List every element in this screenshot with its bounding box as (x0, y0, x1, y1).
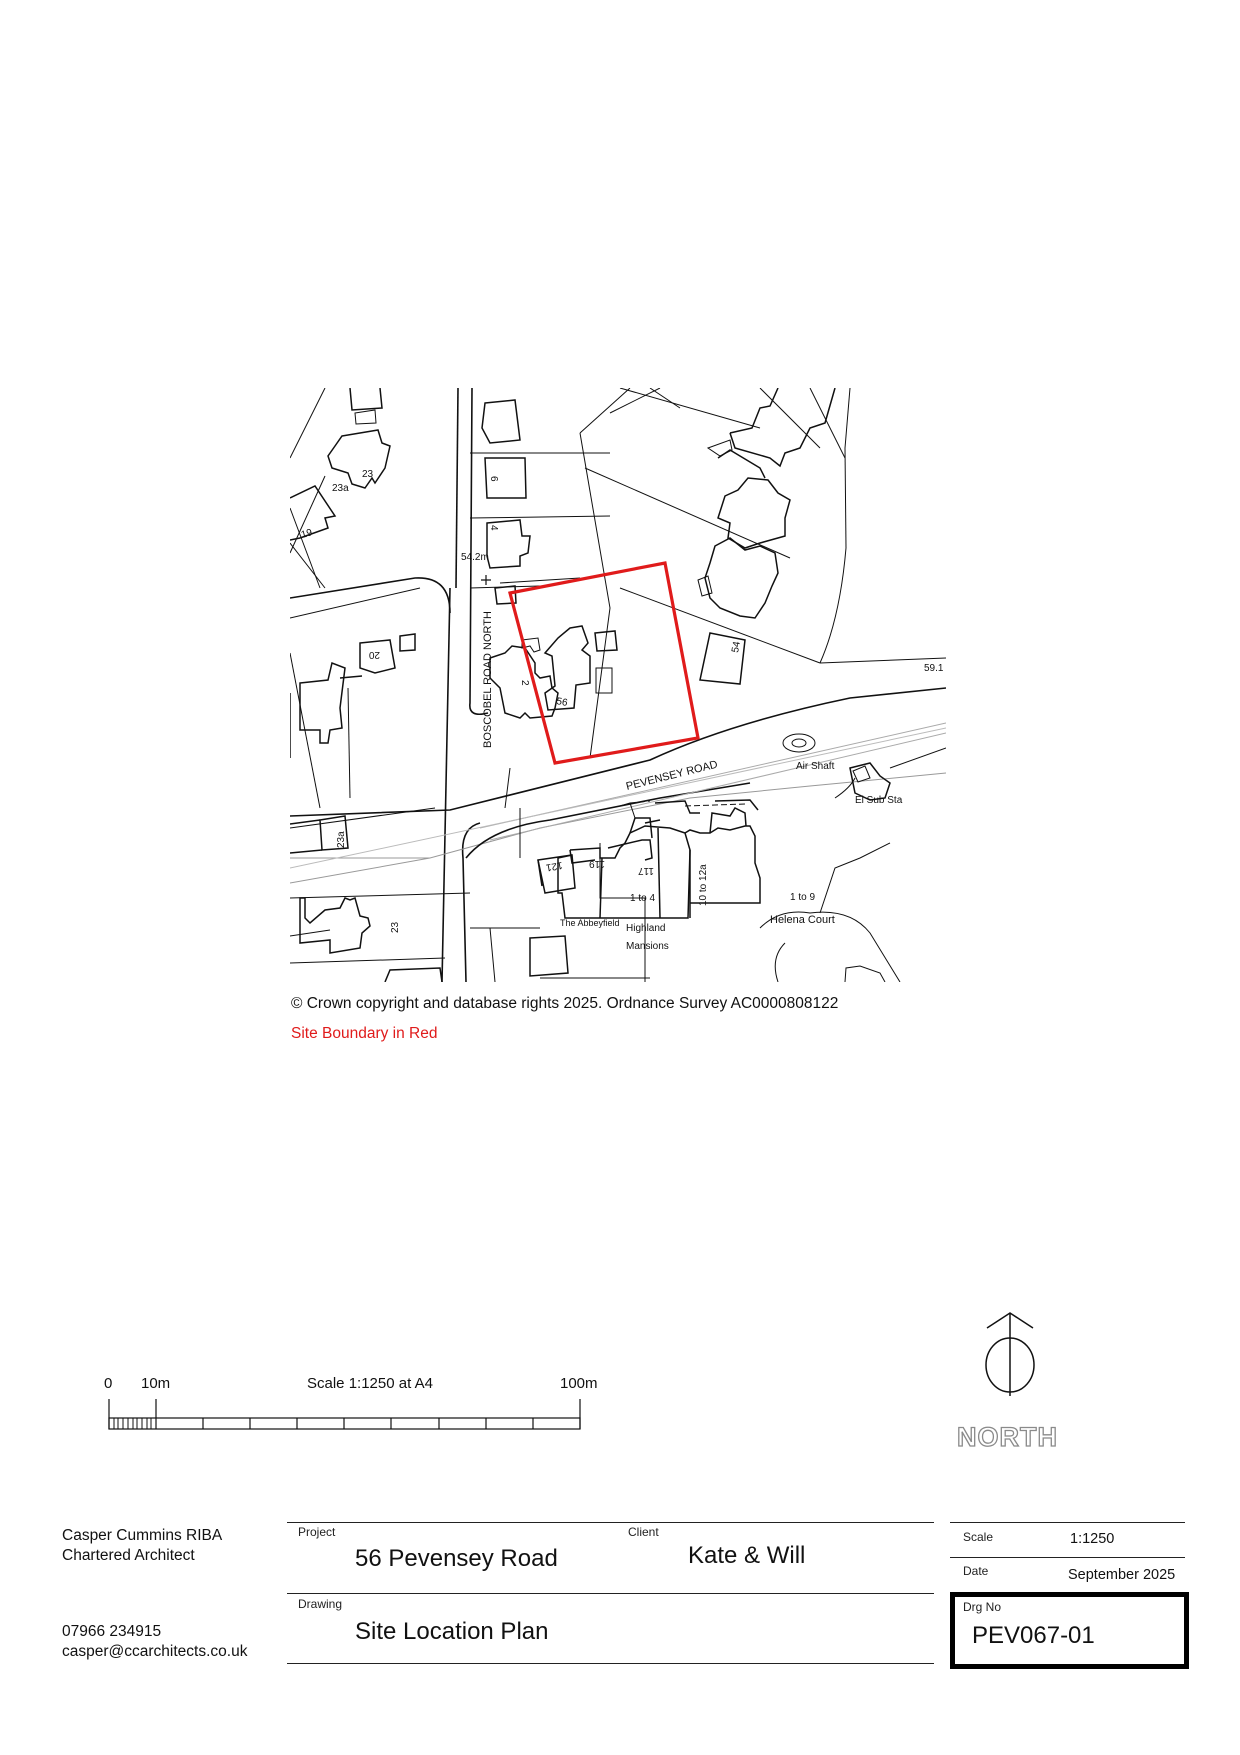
label-house-54: 54 (730, 640, 743, 654)
site-boundary-red (510, 563, 698, 763)
scale-bar-10m: 10m (141, 1375, 171, 1392)
site-boundary-caption: Site Boundary in Red (291, 1025, 438, 1042)
label-house-4: 4 (488, 525, 499, 531)
client-value: Kate & Will (688, 1542, 806, 1569)
label-house-121: 121 (545, 859, 564, 873)
project-label: Project (298, 1525, 336, 1539)
label-house-1-to-9: 1 to 9 (790, 892, 816, 903)
label-house-23a-south: 23a (336, 831, 347, 848)
label-house-119: 119 (589, 858, 605, 869)
label-house-10-to-12a: 10 to 12a (698, 864, 709, 906)
scale-label: Scale (963, 1530, 994, 1544)
label-helena-court: Helena Court (770, 914, 835, 926)
site-location-map (290, 388, 946, 982)
label-house-20: 20 (368, 649, 380, 660)
air-shaft-symbol (783, 734, 815, 752)
label-house-56: 56 (555, 696, 569, 709)
label-pevensey-road: PEVENSEY ROAD (624, 758, 719, 793)
scale-bar-title: Scale 1:1250 at A4 (307, 1375, 433, 1392)
plot-boundaries (290, 388, 946, 982)
drg-no-label: Drg No (963, 1600, 1002, 1614)
architect-phone: 07966 234915 (62, 1623, 162, 1640)
scale-bar-100m: 100m (560, 1375, 598, 1392)
client-label: Client (628, 1525, 659, 1539)
architect-email[interactable]: casper@ccarchitects.co.uk (62, 1643, 248, 1660)
label-spot-height-2: 59.1 (924, 663, 944, 674)
title-block-rule-middle (287, 1593, 934, 1594)
label-highland: Highland (626, 923, 666, 934)
scale-value: 1:1250 (1070, 1531, 1115, 1547)
drawing-label: Drawing (298, 1597, 343, 1611)
north-arrow-icon (975, 1308, 1055, 1398)
label-boscobel-road: BOSCOBEL ROAD NORTH (482, 611, 494, 748)
label-house-6: 6 (488, 476, 499, 482)
title-block-rule-top (287, 1522, 934, 1523)
scale-bar-zero: 0 (104, 1375, 113, 1392)
drg-no-value: PEV067-01 (972, 1622, 1095, 1649)
architect-name: Casper Cummins RIBA (62, 1527, 223, 1544)
architect-title: Chartered Architect (62, 1547, 195, 1564)
label-mansions: Mansions (626, 941, 669, 952)
label-spot-height-1: 54.2m (461, 552, 489, 563)
spot-height-marker (481, 575, 491, 585)
north-label: NORTH (957, 1422, 1058, 1452)
label-abbeyfield: The Abbeyfield (560, 918, 620, 928)
date-value: September 2025 (1068, 1567, 1176, 1583)
label-house-117: 117 (638, 865, 654, 876)
title-block-rule-bottom (287, 1663, 934, 1664)
label-house-23a: 23a (332, 483, 349, 494)
label-house-23-south: 23 (390, 921, 401, 933)
scale-bar (100, 1394, 590, 1434)
pevensey-road-edges (290, 688, 946, 883)
label-house-2: 2 (519, 680, 530, 686)
label-house-19: 19 (299, 527, 314, 541)
scale-date-rule-top (950, 1522, 1185, 1523)
project-value: 56 Pevensey Road (355, 1545, 558, 1572)
north-label-container (950, 1418, 1070, 1454)
date-label: Date (963, 1564, 989, 1578)
label-el-sub-sta: El Sub Sta (855, 795, 903, 806)
copyright-caption: © Crown copyright and database rights 2025. Ordnance Survey AC0000808122 (291, 995, 839, 1012)
label-house-1-to-4: 1 to 4 (630, 893, 656, 904)
drawing-value: Site Location Plan (355, 1618, 549, 1645)
scale-date-rule-middle (950, 1557, 1185, 1558)
label-air-shaft: Air Shaft (796, 761, 835, 772)
label-house-23: 23 (362, 469, 374, 480)
